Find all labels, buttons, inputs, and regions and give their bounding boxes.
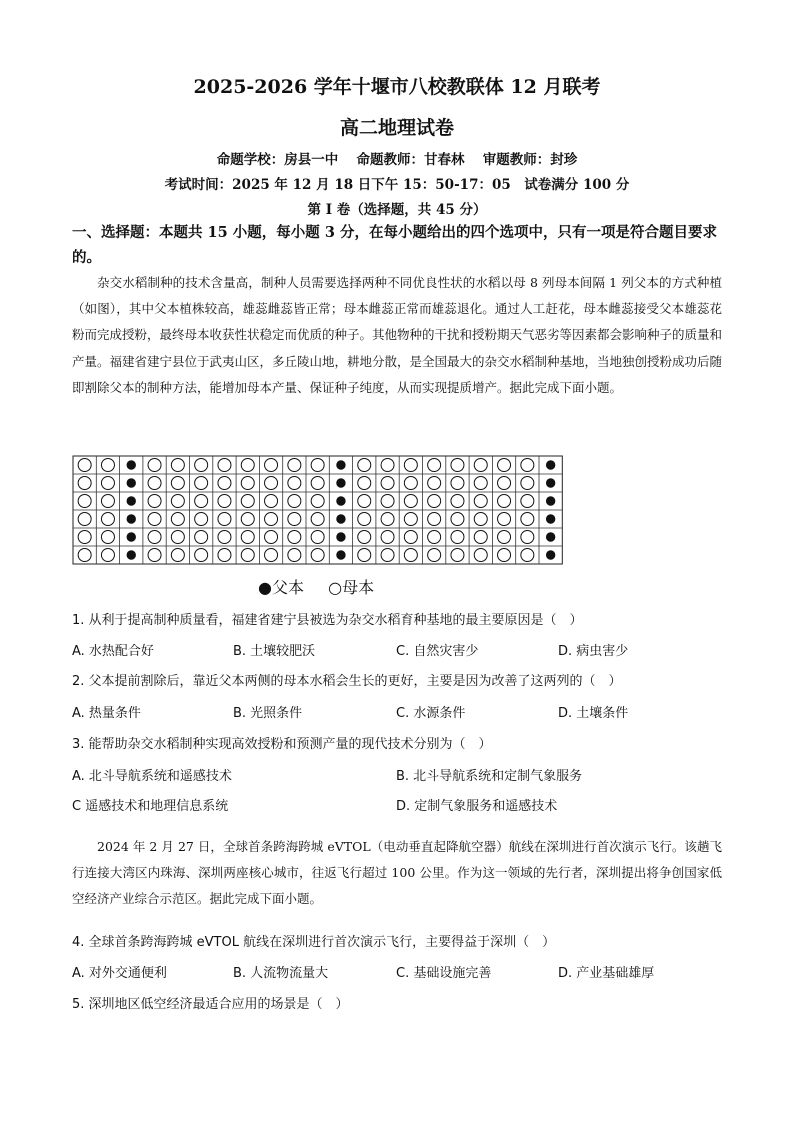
mother-plant [428, 549, 441, 562]
authors-line: 命题学校：房县一中 命题教师：甘春林 审题教师：封珍 [216, 152, 578, 168]
mother-plant [521, 477, 534, 490]
mother-plant [311, 531, 324, 544]
mother-plant [428, 513, 441, 526]
mother-plant [381, 459, 394, 472]
mother-plant [241, 495, 254, 508]
mother-plant [381, 549, 394, 562]
mother-plant [195, 531, 208, 544]
legend-mother: ○母本 [328, 578, 375, 597]
mother-plant [521, 531, 534, 544]
question-5: 5. 深圳地区低空经济最适合应用的场景是（ ） [72, 997, 349, 1012]
volume-heading: 第 I 卷（选择题，共 45 分） [307, 202, 487, 218]
mother-plant [218, 531, 231, 544]
father-plant [546, 551, 554, 559]
planting-grid [72, 455, 564, 567]
father-plant [546, 461, 554, 469]
q1-option-a[interactable]: A. 水热配合好 [72, 644, 154, 659]
mother-plant [218, 549, 231, 562]
mother-plant [288, 459, 301, 472]
father-plant [546, 515, 554, 523]
mother-plant [171, 513, 184, 526]
mother-plant [78, 495, 91, 508]
father-plant [546, 497, 554, 505]
father-plant [127, 497, 135, 505]
father-plant [546, 479, 554, 487]
q1-option-b[interactable]: B. 土壤较肥沃 [233, 644, 316, 659]
mother-plant [148, 549, 161, 562]
mother-plant [195, 513, 208, 526]
mother-plant [241, 513, 254, 526]
mother-plant [78, 477, 91, 490]
mother-plant [195, 549, 208, 562]
mother-plant [428, 495, 441, 508]
exam-title: 2025-2026 学年十堰市八校教联体 12 月联考 [193, 76, 601, 98]
mother-plant [381, 495, 394, 508]
q1-option-d[interactable]: D. 病虫害少 [558, 644, 629, 659]
mother-plant [358, 477, 371, 490]
mother-plant [218, 477, 231, 490]
q1-option-c[interactable]: C. 自然灾害少 [396, 644, 479, 659]
planting-figure [72, 455, 564, 571]
mother-plant [101, 531, 114, 544]
mother-plant [171, 495, 184, 508]
passage-evtol: 2024 年 2 月 27 日，全球首条跨海跨城 eVTOL（电动垂直起降航空器）航线在深圳进行首次演示飞行。该趟飞行连接大湾区内珠海、深圳两座核心城市，往返飞行超过 100 公里。作为这一领域的先行者，深圳提出将争创国家低空经济产业综合示范区。据此完成下面小题。 [72, 839, 722, 907]
mother-plant [171, 459, 184, 472]
mother-plant [148, 513, 161, 526]
father-plant [337, 497, 345, 505]
mother-plant [498, 477, 511, 490]
mother-plant [451, 459, 464, 472]
mother-plant [358, 513, 371, 526]
mother-plant [101, 549, 114, 562]
mother-plant [265, 531, 278, 544]
mother-plant [311, 549, 324, 562]
mother-plant [148, 477, 161, 490]
exam-time-line: 考试时间：2025 年 12 月 18 日下午 15：50-17：05 试卷满分 100 分 [164, 177, 630, 193]
mother-plant [358, 531, 371, 544]
mother-plant [451, 513, 464, 526]
father-plant [127, 461, 135, 469]
mother-plant [404, 495, 417, 508]
figure-legend [258, 575, 374, 598]
q4-option-a[interactable]: A. 对外交通便利 [72, 966, 167, 981]
mother-plant [451, 477, 464, 490]
mother-plant [404, 531, 417, 544]
father-plant [337, 551, 345, 559]
mother-plant [474, 495, 487, 508]
mother-plant [474, 531, 487, 544]
mother-plant [381, 531, 394, 544]
mother-plant [474, 513, 487, 526]
mother-plant [288, 477, 301, 490]
mother-plant [428, 459, 441, 472]
q4-option-c[interactable]: C. 基础设施完善 [396, 966, 492, 981]
q4-option-b[interactable]: B. 人流物流量大 [233, 966, 329, 981]
mother-plant [265, 459, 278, 472]
father-plant [337, 533, 345, 541]
mother-plant [288, 495, 301, 508]
mother-plant [311, 459, 324, 472]
mother-plant [148, 495, 161, 508]
legend-father: ●父本 [258, 578, 304, 597]
mother-plant [288, 549, 301, 562]
mother-plant [195, 459, 208, 472]
mother-plant [171, 477, 184, 490]
mother-plant [498, 549, 511, 562]
mother-plant [241, 459, 254, 472]
mother-plant [218, 459, 231, 472]
mother-plant [78, 459, 91, 472]
mother-plant [288, 513, 301, 526]
exam-subtitle: 高二地理试卷 [339, 117, 454, 139]
mother-plant [101, 513, 114, 526]
mother-plant [148, 459, 161, 472]
mother-plant [498, 513, 511, 526]
mother-plant [521, 549, 534, 562]
passage-rice: 杂交水稻制种的技术含量高，制种人员需要选择两种不同优良性状的水稻以母 8 列母本间隔 1 列父本的方式种植（如图），其中父本植株较高，雄蕊雌蕊皆正常；母本雌蕊正常而雄蕊退化。通过人工赶花，母本雌蕊接受父本雄蕊花粉而完成授粉，最终母本收获性状稳定而优质的种子。其他物种的干扰和授粉期天气恶劣等因素都会影响种子的质量和产量。福建省建宁县位于武夷山区，多丘陵山地，耕地分散，是全国最大的杂交水稻制种基地，当地独创授粉成功后随即割除父本的制种方法，能增加母本产量、保证种子纯度，从而实现提质增产。据此完成下面小题。 [72, 275, 723, 395]
mother-plant [218, 513, 231, 526]
question-3: 3. 能帮助杂交水稻制种实现高效授粉和预测产量的现代技术分别为（ ） [72, 737, 492, 752]
mother-plant [218, 495, 231, 508]
mother-plant [311, 513, 324, 526]
mother-plant [474, 549, 487, 562]
mother-plant [311, 495, 324, 508]
mother-plant [381, 513, 394, 526]
mother-plant [78, 531, 91, 544]
father-plant [337, 479, 345, 487]
mother-plant [195, 495, 208, 508]
mother-plant [521, 495, 534, 508]
mother-plant [148, 531, 161, 544]
mother-plant [358, 549, 371, 562]
father-plant [127, 515, 135, 523]
mother-plant [381, 477, 394, 490]
q2-option-a[interactable]: A. 热量条件 [72, 706, 141, 721]
father-plant [127, 479, 135, 487]
mother-plant [451, 549, 464, 562]
mother-plant [498, 459, 511, 472]
father-plant [337, 461, 345, 469]
father-plant [546, 533, 554, 541]
section-heading: 一、选择题：本题共 15 小题，每小题 3 分，在每小题给出的四个选项中，只有一项是符合题目要求的。 [72, 224, 717, 266]
question-2: 2. 父本提前割除后，靠近父本两侧的母本水稻会生长的更好，主要是因为改善了这两列的（ ） [72, 674, 622, 689]
mother-plant [265, 495, 278, 508]
mother-plant [101, 495, 114, 508]
mother-plant [101, 459, 114, 472]
mother-plant [521, 513, 534, 526]
mother-plant [404, 459, 417, 472]
mother-plant [265, 549, 278, 562]
q2-option-b[interactable]: B. 光照条件 [233, 706, 303, 721]
mother-plant [474, 459, 487, 472]
mother-plant [474, 477, 487, 490]
mother-plant [265, 513, 278, 526]
question-4: 4. 全球首条跨海跨城 eVTOL 航线在深圳进行首次演示飞行，主要得益于深圳（ ） [72, 935, 556, 950]
mother-plant [358, 495, 371, 508]
q4-option-d[interactable]: D. 产业基础雄厚 [558, 966, 655, 981]
mother-plant [521, 459, 534, 472]
mother-plant [498, 531, 511, 544]
father-plant [337, 515, 345, 523]
mother-plant [404, 549, 417, 562]
mother-plant [311, 477, 324, 490]
q3-option-c[interactable]: C 遥感技术和地理信息系统 [72, 799, 229, 814]
mother-plant [288, 531, 301, 544]
q2-option-c[interactable]: C. 水源条件 [396, 706, 466, 721]
mother-plant [171, 549, 184, 562]
mother-plant [241, 549, 254, 562]
mother-plant [171, 531, 184, 544]
q2-option-d[interactable]: D. 土壤条件 [558, 706, 629, 721]
mother-plant [428, 477, 441, 490]
mother-plant [451, 495, 464, 508]
q3-option-d[interactable]: D. 定制气象服务和遥感技术 [396, 799, 558, 814]
mother-plant [78, 549, 91, 562]
mother-plant [404, 513, 417, 526]
q3-option-b[interactable]: B. 北斗导航系统和定制气象服务 [396, 769, 583, 784]
mother-plant [265, 477, 278, 490]
mother-plant [498, 495, 511, 508]
mother-plant [358, 459, 371, 472]
mother-plant [428, 531, 441, 544]
father-plant [127, 533, 135, 541]
father-plant [127, 551, 135, 559]
mother-plant [195, 477, 208, 490]
mother-plant [404, 477, 417, 490]
mother-plant [241, 531, 254, 544]
mother-plant [101, 477, 114, 490]
mother-plant [241, 477, 254, 490]
q3-option-a[interactable]: A. 北斗导航系统和遥感技术 [72, 769, 232, 784]
mother-plant [78, 513, 91, 526]
question-1: 1. 从利于提高制种质量看，福建省建宁县被选为杂交水稻育种基地的最主要原因是（ ） [72, 613, 583, 628]
mother-plant [451, 531, 464, 544]
